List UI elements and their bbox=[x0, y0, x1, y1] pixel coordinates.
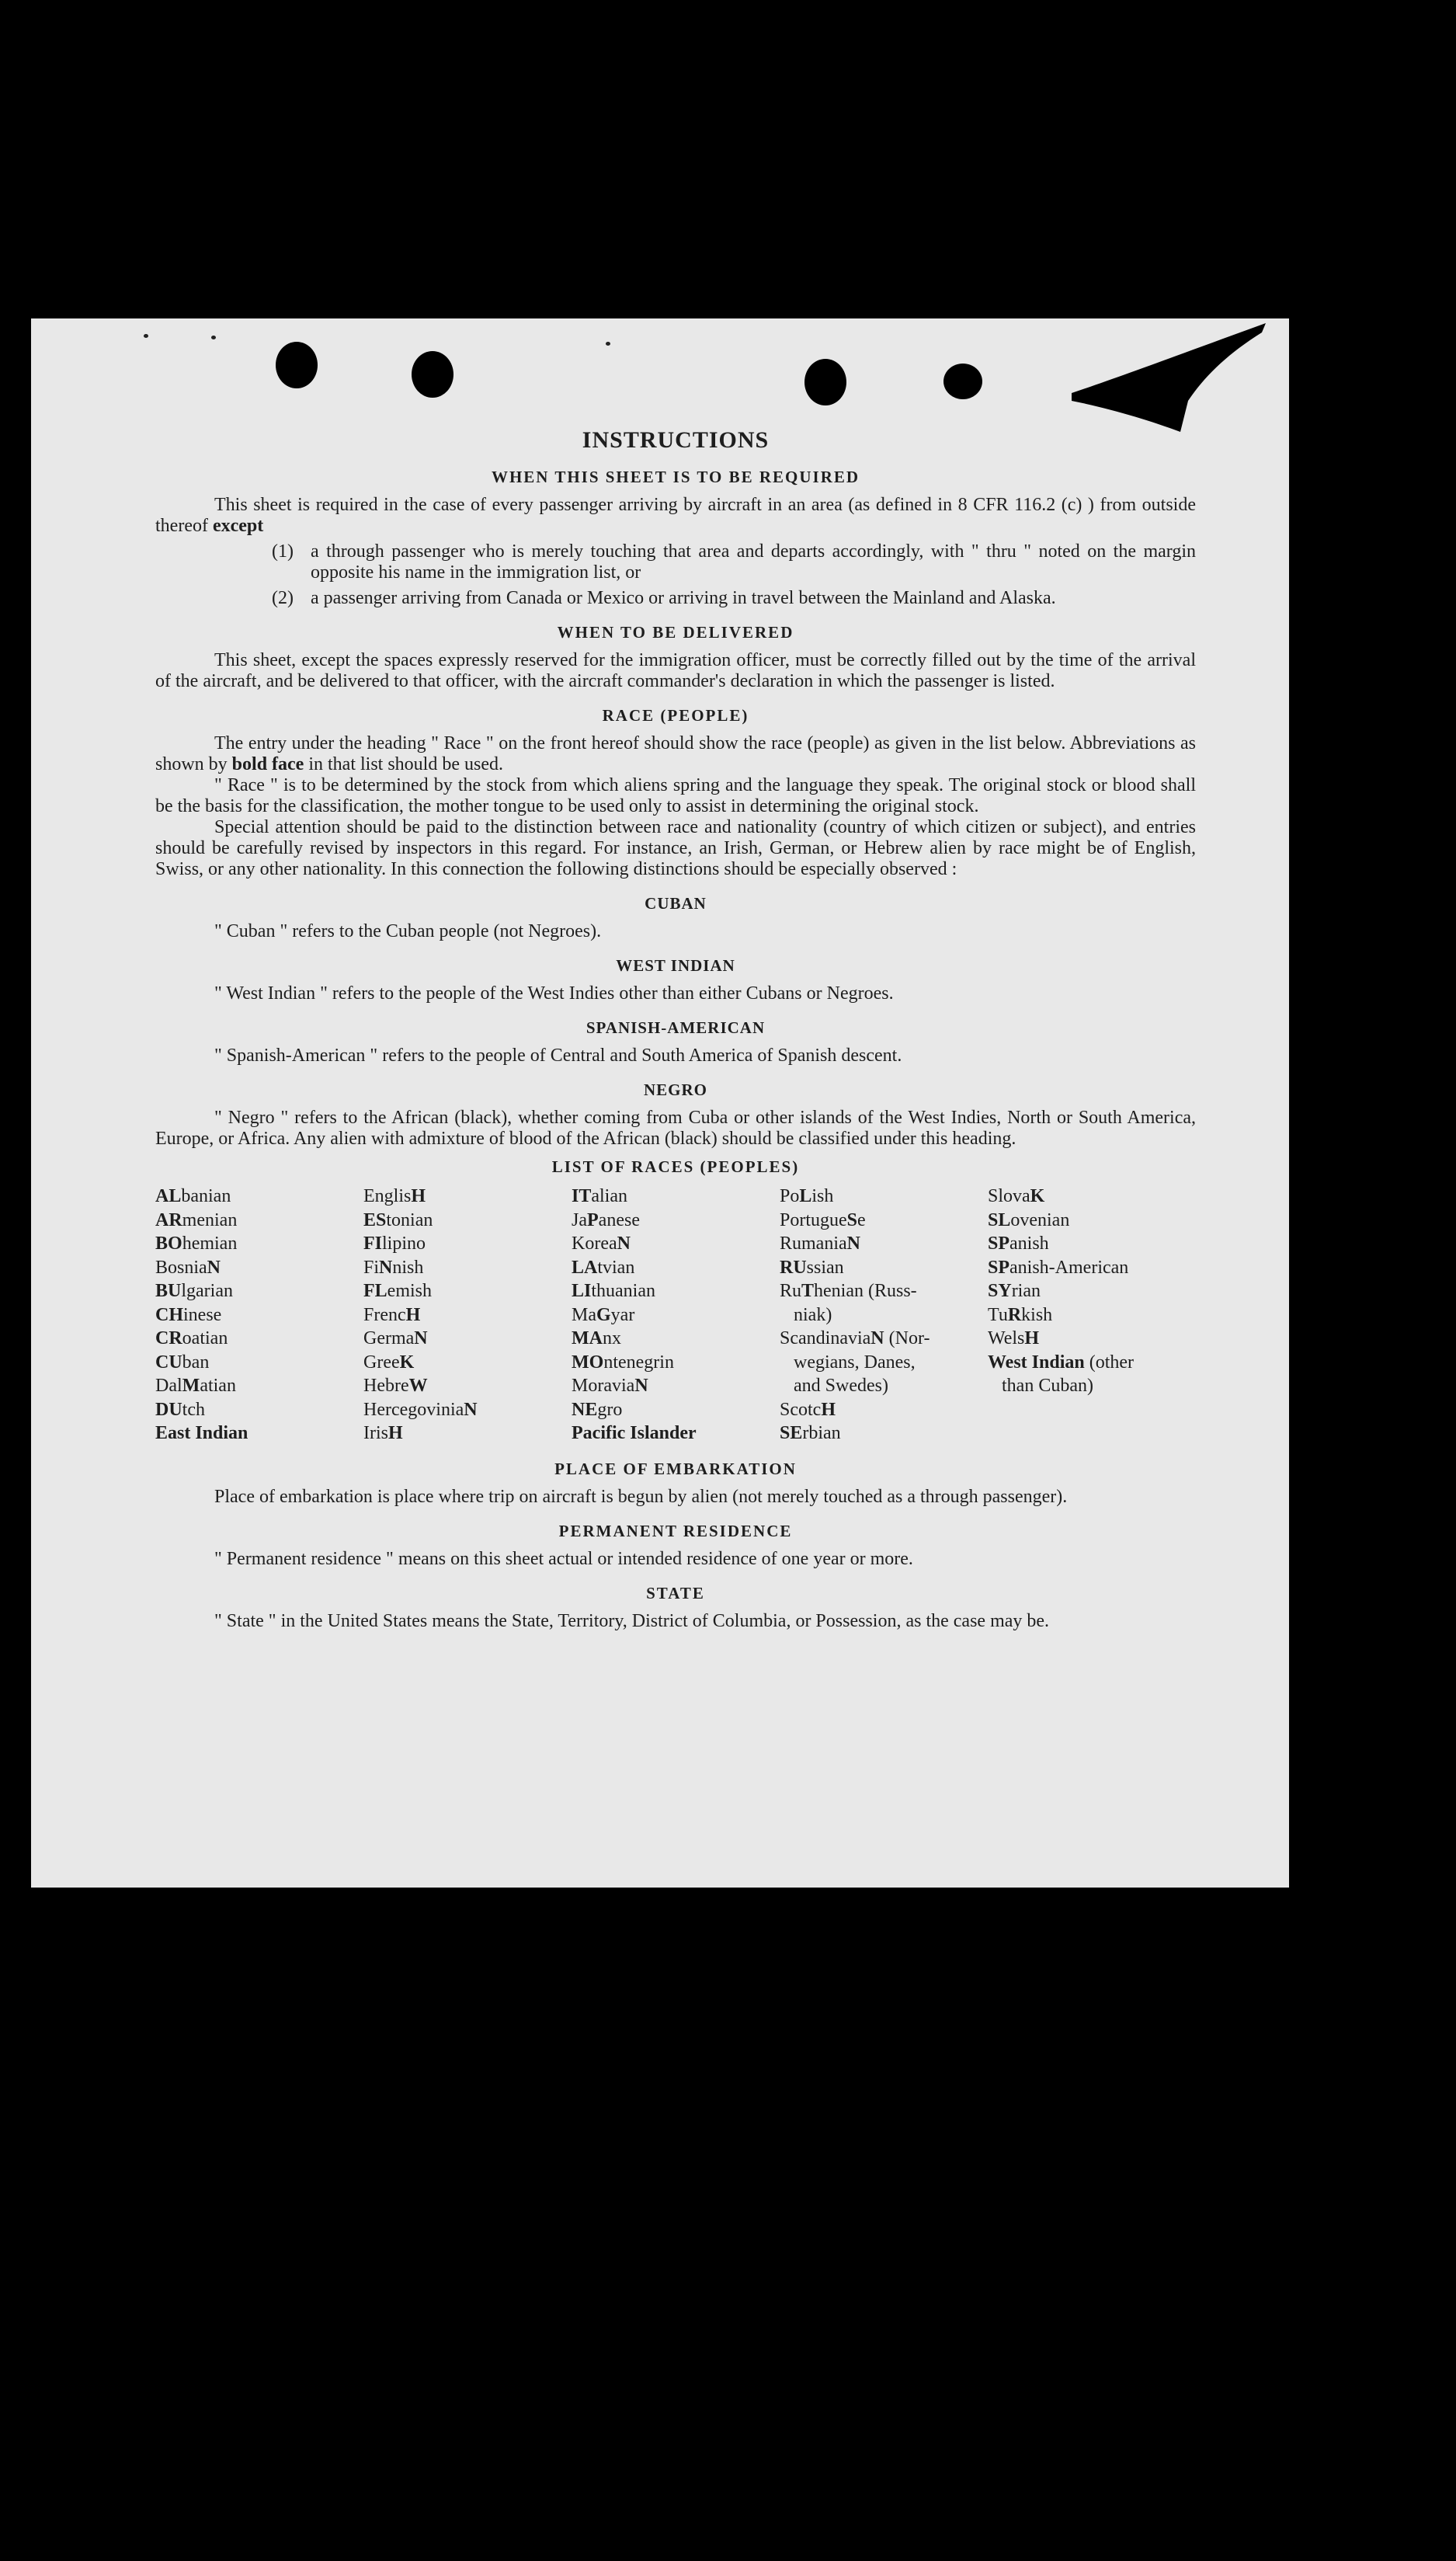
race-entry: LAtvian bbox=[572, 1257, 635, 1278]
paragraph: " West Indian " refers to the people of the West Indies other than either Cubans or Negroes. bbox=[214, 983, 894, 1004]
race-entry: KoreaN bbox=[572, 1234, 631, 1254]
race-entry: EnglisH bbox=[363, 1186, 426, 1206]
race-entry: SPanish bbox=[988, 1234, 1049, 1254]
race-entry-continuation: niak) bbox=[794, 1304, 832, 1325]
paragraph: " Permanent residence " means on this sheet actual or intended residence of one year or more. bbox=[214, 1548, 913, 1569]
race-entry: RuThenian (Russ- bbox=[780, 1281, 917, 1301]
race-entry: East Indian bbox=[155, 1423, 248, 1443]
document-sheet bbox=[31, 318, 1289, 1888]
speck bbox=[144, 334, 148, 338]
section-heading: WHEN THIS SHEET IS TO BE REQUIRED bbox=[491, 468, 860, 486]
race-entry: MoraviaN bbox=[572, 1376, 648, 1396]
race-entry: SLovenian bbox=[988, 1209, 1070, 1230]
races-column bbox=[572, 1185, 780, 1446]
section-heading: WHEN TO BE DELIVERED bbox=[557, 623, 794, 642]
race-entry: SYrian bbox=[988, 1281, 1041, 1301]
paragraph: " Negro " refers to the African (black), whether coming from Cuba or other islands of the West Indies, North or South America, Europe, or Africa. Any alien with admixture of blood of the African (black) should be classified under this heading. bbox=[155, 1108, 1196, 1149]
race-entry: DUtch bbox=[155, 1399, 205, 1420]
paragraph: Place of embarkation is place where trip on aircraft is begun by alien (not merely touched as a through passenger). bbox=[214, 1486, 1068, 1507]
section-heading: PLACE OF EMBARKATION bbox=[554, 1459, 797, 1478]
race-entry: PoLish bbox=[780, 1186, 834, 1206]
race-entry: IrisH bbox=[363, 1423, 403, 1443]
instructions-content bbox=[155, 427, 1196, 1632]
section-heading: STATE bbox=[646, 1583, 705, 1602]
race-entry: WelsH bbox=[988, 1328, 1040, 1348]
races-column bbox=[988, 1185, 1196, 1446]
race-entry: ScotcH bbox=[780, 1399, 836, 1420]
page-title: INSTRUCTIONS bbox=[582, 427, 770, 453]
race-entry-continuation: and Swedes) bbox=[794, 1376, 888, 1396]
race-entry: MaGyar bbox=[572, 1304, 635, 1325]
paragraph: " Race " is to be determined by the stock from which aliens spring and the language they speak. The original stock or blood shall be the basis for the classification, the mother tongue to be used only to assist in determining the original stock. bbox=[155, 775, 1196, 816]
torn-corner bbox=[1072, 323, 1266, 432]
race-entry: FLemish bbox=[363, 1281, 432, 1301]
race-entry: RUssian bbox=[780, 1257, 844, 1278]
race-entry: CUban bbox=[155, 1352, 210, 1373]
race-entry: BosniaN bbox=[155, 1257, 221, 1278]
race-entry: SlovaK bbox=[988, 1186, 1045, 1206]
speck bbox=[211, 336, 216, 339]
section-heading: SPANISH-AMERICAN bbox=[586, 1018, 766, 1037]
race-entry: PortugueSe bbox=[780, 1209, 866, 1230]
section-heading: LIST OF RACES (PEOPLES) bbox=[551, 1157, 800, 1176]
races-list bbox=[155, 1185, 1196, 1446]
race-entry: NEgro bbox=[572, 1399, 623, 1420]
race-entry: MAnx bbox=[572, 1328, 621, 1348]
punch-hole bbox=[804, 359, 846, 405]
race-entry: LIthuanian bbox=[572, 1281, 655, 1301]
paragraph: This sheet is required in the case of every passenger arriving by aircraft in an area (as defined in 8 CFR 116.2 (c) ) from outside thereof except bbox=[155, 495, 1196, 536]
race-entry: West Indian (other bbox=[988, 1352, 1135, 1373]
race-entry: TuRkish bbox=[988, 1304, 1053, 1325]
race-entry: FIlipino bbox=[363, 1234, 426, 1254]
race-entry: ALbanian bbox=[155, 1186, 231, 1206]
race-entry: SPanish-American bbox=[988, 1257, 1129, 1278]
race-entry: FrencH bbox=[363, 1304, 421, 1325]
race-entry-continuation: than Cuban) bbox=[1002, 1376, 1093, 1396]
race-entry: ITalian bbox=[572, 1186, 627, 1206]
race-entry: EStonian bbox=[363, 1209, 433, 1230]
section-heading: WEST INDIAN bbox=[616, 956, 735, 975]
paragraph: " State " in the United States means the State, Territory, District of Columbia, or Possession, as the case may be. bbox=[214, 1610, 1050, 1631]
race-entry: HercegoviniaN bbox=[363, 1399, 478, 1420]
section-heading: CUBAN bbox=[645, 894, 707, 913]
races-column bbox=[363, 1185, 572, 1446]
section-heading: NEGRO bbox=[643, 1080, 707, 1099]
race-entry: FiNnish bbox=[363, 1257, 424, 1278]
race-entry: MOntenegrin bbox=[572, 1352, 674, 1373]
race-entry: GreeK bbox=[363, 1352, 415, 1373]
race-entry: JaPanese bbox=[572, 1209, 640, 1230]
race-entry: GermaN bbox=[363, 1328, 428, 1348]
paragraph: This sheet, except the spaces expressly reserved for the immigration officer, must be correctly filled out by the time of the arrival of the aircraft, and be delivered to that officer, with the aircraft commander's declaration in which the passenger is listed. bbox=[155, 650, 1196, 691]
paragraph: " Spanish-American " refers to the people of Central and South America of Spanish descent. bbox=[214, 1046, 902, 1066]
section-heading: PERMANENT RESIDENCE bbox=[558, 1521, 793, 1540]
race-entry: RumaniaN bbox=[780, 1234, 860, 1254]
races-column bbox=[780, 1185, 988, 1446]
paragraph: Special attention should be paid to the distinction between race and nationality (country of which citizen or subject), and entries should be carefully revised by inspectors in this regard. For instance, an Irish, German, or Hebrew alien by race might be of English, Swiss, or any other nationality. In this connection the following distinctions should be especially observed : bbox=[155, 817, 1196, 879]
race-entry: Pacific Islander bbox=[572, 1423, 697, 1443]
race-entry: BOhemian bbox=[155, 1234, 238, 1254]
paragraph: " Cuban " refers to the Cuban people (not Negroes). bbox=[214, 921, 602, 941]
race-entry: ARmenian bbox=[155, 1209, 238, 1230]
punch-hole bbox=[943, 364, 982, 399]
race-entry: BUlgarian bbox=[155, 1281, 233, 1301]
race-entry: HebreW bbox=[363, 1376, 428, 1396]
race-entry-continuation: wegians, Danes, bbox=[794, 1352, 916, 1373]
speck bbox=[606, 342, 610, 346]
punch-hole bbox=[412, 351, 453, 398]
list-item: (1) a through passenger who is merely touching that area and departs accordingly, with " thru " noted on the margin opposite his name in the immigration list, or bbox=[272, 541, 1196, 583]
list-item: (2) a passenger arriving from Canada or Mexico or arriving in travel between the Mainland and Alaska. bbox=[272, 588, 1056, 608]
race-entry: CRoatian bbox=[155, 1328, 228, 1348]
paragraph: The entry under the heading " Race " on the front hereof should show the race (people) as given in the list below. Abbreviations as shown by bold face in that list should be used. bbox=[155, 733, 1196, 774]
race-entry: SErbian bbox=[780, 1423, 841, 1443]
punch-hole bbox=[276, 342, 318, 388]
race-entry: CHinese bbox=[155, 1304, 222, 1325]
race-entry: DalMatian bbox=[155, 1376, 236, 1396]
race-entry: ScandinaviaN (Nor- bbox=[780, 1328, 930, 1348]
section-heading: RACE (PEOPLE) bbox=[602, 706, 749, 725]
races-column bbox=[155, 1185, 363, 1446]
